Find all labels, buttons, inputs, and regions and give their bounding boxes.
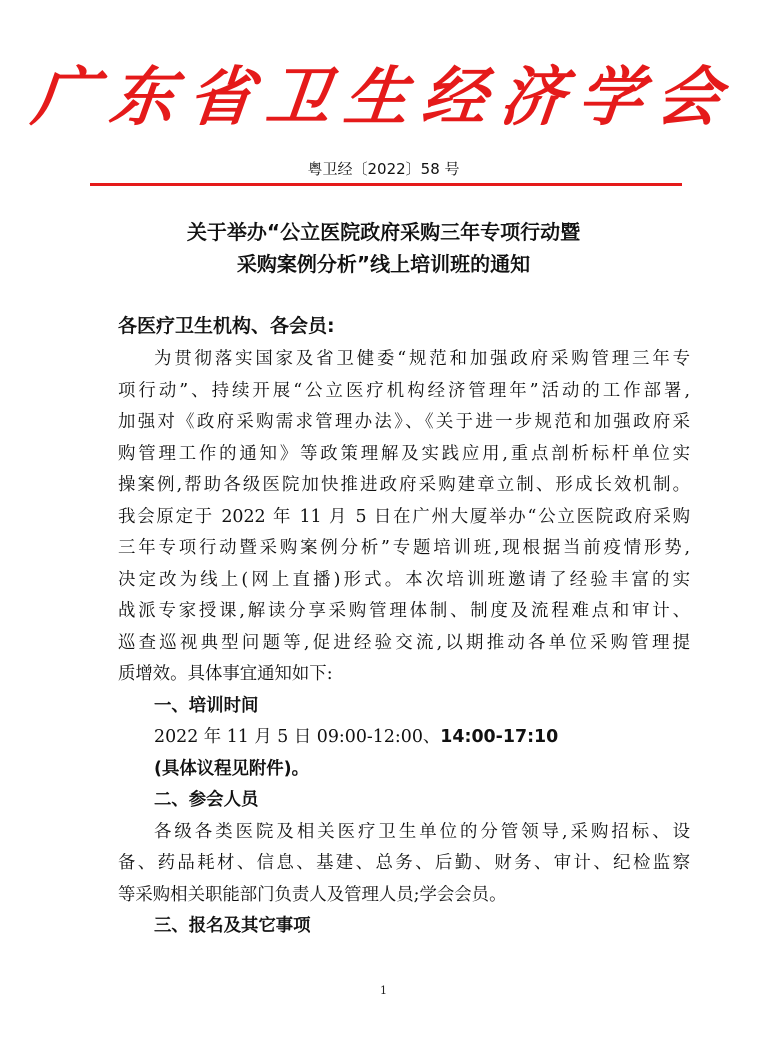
- section-heading-participants: 二、参会人员: [154, 790, 259, 810]
- org-header-title: 广东省卫生经济学会: [28, 60, 739, 135]
- intro-line: 决定改为线上(网上直播)形式。本次培训班邀请了经验丰富的实: [118, 569, 690, 590]
- title-line-2: 采购案例分析”线上培训班的通知: [236, 252, 531, 276]
- section-heading-training-time: 一、培训时间: [154, 695, 259, 716]
- training-time-afternoon: 14:00-17:10: [440, 727, 559, 747]
- intro-line: 操案例,帮助各级医院加快推进政府采购建章立制、形成长效机制。: [118, 475, 690, 495]
- document-title: [60, 216, 707, 280]
- document-body: [118, 344, 690, 943]
- intro-line: 购管理工作的通知》等政策理解及实践应用,重点剖析标杆单位实: [118, 443, 690, 464]
- training-agenda-note: [118, 754, 690, 786]
- salutation: 各医疗卫生机构、各会员:: [118, 315, 335, 337]
- header-red-rule: [90, 183, 682, 186]
- intro-line: 巡查巡视典型问题等,促进经验交流,以期推动各单位采购管理提: [118, 632, 690, 653]
- training-time-line: [118, 722, 690, 754]
- participants-line: 备、药品耗材、信息、基建、总务、后勤、财务、审计、纪检监察: [118, 853, 690, 873]
- participants-line: 各级各类医院及相关医疗卫生单位的分管领导,采购招标、设: [154, 821, 690, 842]
- title-line-1: 关于举办“公立医院政府采购三年专项行动暨: [186, 220, 581, 244]
- section-heading-registration: 三、报名及其它事项: [154, 916, 311, 936]
- document-number: 粤卫经〔2022〕58 号: [307, 160, 460, 178]
- intro-line: 三年专项行动暨采购案例分析”专题培训班,现根据当前疫情形势,: [118, 538, 690, 558]
- intro-line: 为贯彻落实国家及省卫健委“规范和加强政府采购管理三年专: [154, 349, 690, 369]
- participants-line: 等采购相关职能部门负责人及管理人员;学会会员。: [118, 884, 507, 905]
- intro-line: 质增效。具体事宜通知如下:: [118, 664, 333, 684]
- intro-line: 项行动”、持续开展“公立医疗机构经济管理年”活动的工作部署,: [118, 380, 690, 401]
- agenda-note-text: (具体议程见附件)。: [154, 758, 310, 779]
- page-number: 1: [380, 984, 387, 997]
- intro-line: 我会原定于 2022 年 11 月 5 日在广州大厦举办“公立医院政府采购: [118, 506, 690, 527]
- intro-line: 战派专家授课,解读分享采购管理体制、制度及流程难点和审计、: [118, 601, 690, 621]
- training-time-morning: 2022 年 11 月 5 日 09:00-12:00、: [154, 727, 441, 747]
- intro-line: 加强对《政府采购需求管理办法》、《关于进一步规范和加强政府采: [118, 412, 690, 432]
